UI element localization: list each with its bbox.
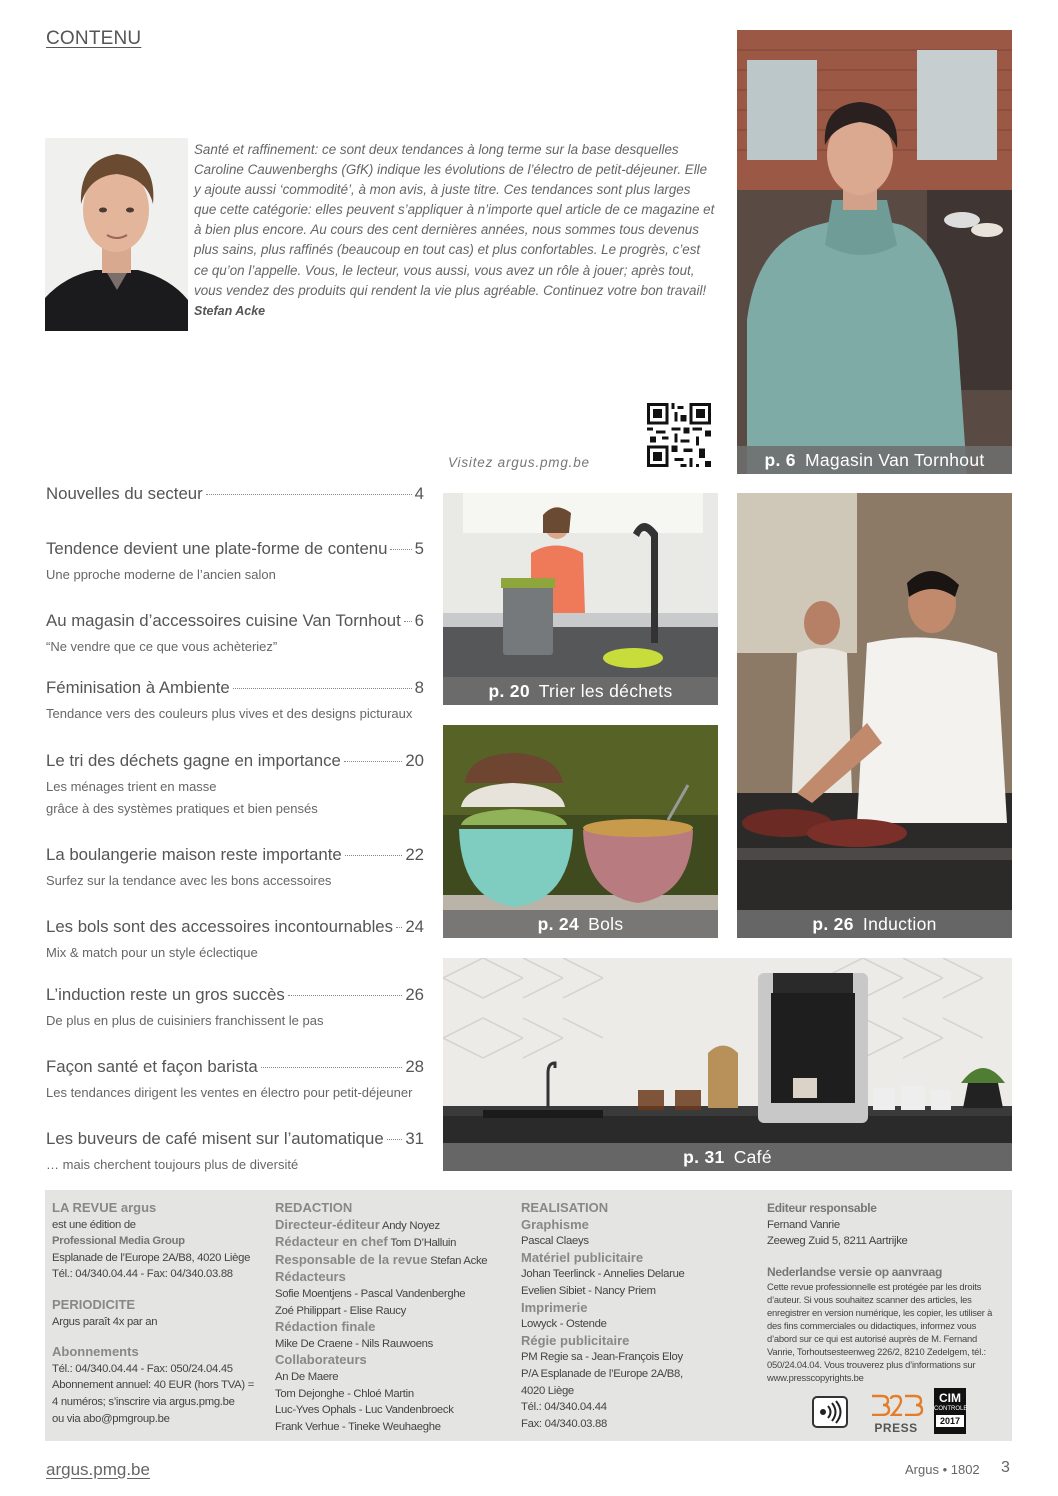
toc-leader <box>404 621 412 622</box>
colophon-line: Pascal Claeys <box>521 1235 589 1248</box>
colophon-line: Tél.: 04/340.04.44 <box>521 1401 607 1414</box>
toc-subtitle: “Ne vendre que ce que vous achèteriez” <box>46 639 278 654</box>
caption-page: p. 26 <box>812 914 854 934</box>
colophon-line: 4 numéros; s’inscrire via argus.pmg.be <box>52 1395 235 1408</box>
colophon-realisation <box>521 1200 751 1432</box>
colophon-line: Luc-Yves Ophals - Luc Vandenbroeck <box>275 1404 454 1417</box>
colophon-person: Andy Noyez <box>381 1219 440 1232</box>
toc-title: Façon santé et façon barista <box>46 1057 258 1076</box>
caption-p26 <box>737 910 1012 938</box>
photo-cafe <box>443 958 1012 1171</box>
toc-subtitle: … mais cherchent toujours plus de diversité <box>46 1157 299 1172</box>
toc-page: 8 <box>414 678 424 697</box>
toc-subtitle: De plus en plus de cuisiniers franchissent le pas <box>46 1013 324 1028</box>
toc-leader <box>288 995 403 996</box>
caption-label: Café <box>733 1147 772 1167</box>
toc-page: 28 <box>405 1057 424 1076</box>
colophon-line: Mike De Craene - Nils Rauwoens <box>275 1337 434 1350</box>
colophon-heading: PERIODICITE <box>52 1296 136 1312</box>
photo-trier-les-dechets <box>443 493 718 705</box>
copyright-notice: Cette revue professionnelle est protégée par les droits d’auteur. Si vous souhaitez scanner des articles, les enregistrer en version numérique, les copier, les utiliser à des fins commerciales ou didactiques, informez vous d’abord sur ce qui est autorisé auprès de M. Fernand Vanrie, Torhoutsesteenweg 226/2, 8210 Zedelgem, tél.: 050/24.04.04. Vous trouverez plus d’informations sur www.presscopyrights.be <box>767 1281 993 1384</box>
colophon-line: P/A Esplanade de l’Europe 2A/B8, <box>521 1367 683 1380</box>
colophon-heading: Matériel publicitaire <box>521 1249 644 1265</box>
toc-title: Les bols sont des accessoires incontournables <box>46 917 394 936</box>
visit-website-text: Visitez argus.pmg.be <box>448 455 590 470</box>
cim-logo <box>934 1388 966 1434</box>
toc-title: Nouvelles du secteur <box>46 484 203 503</box>
caption-p6 <box>737 446 1012 474</box>
colophon-line: Tom Dejonghe - Chloé Martin <box>275 1387 414 1400</box>
colophon-line: est une édition de <box>52 1218 136 1231</box>
colophon-heading: Collaborateurs <box>275 1352 367 1368</box>
toc-page: 4 <box>414 484 424 503</box>
toc-leader <box>387 1139 403 1140</box>
toc-item[interactable] <box>46 539 424 586</box>
caption-page: p. 20 <box>488 681 530 701</box>
toc-page: 6 <box>414 611 424 630</box>
toc-subtitle: Tendance vers des couleurs plus vives et des designs picturaux <box>46 706 413 721</box>
b2b-press-label: PRESS <box>874 1421 918 1435</box>
colophon-line: Tél.: 04/340.04.44 - Fax: 050/24.04.45 <box>52 1362 233 1375</box>
colophon-heading: Rédacteurs <box>275 1269 346 1285</box>
colophon-line: Abonnement annuel: 40 EUR (hors TVA) = <box>52 1379 254 1392</box>
colophon-line: Zoé Philippart - Elise Raucy <box>275 1304 406 1317</box>
toc-subtitle: Surfez sur la tendance avec les bons accessoires <box>46 873 332 888</box>
toc-subtitle-2: grâce à des systèmes pratiques et bien pensés <box>46 801 318 816</box>
colophon-heading: LA REVUE argus <box>52 1200 157 1215</box>
toc-title: Tendence devient une plate-forme de contenu <box>46 539 388 558</box>
colophon-line: Esplanade de l’Europe 2A/B8, 4020 Liège <box>52 1251 251 1264</box>
colophon-role: Rédacteur en chef <box>275 1234 388 1250</box>
toc-subtitle: Les ménages trient en masse <box>46 779 217 794</box>
toc-subtitle: Mix & match pour un style éclectique <box>46 945 258 960</box>
colophon-heading: Nederlandse versie op aanvraag <box>767 1264 943 1279</box>
toc-title: Le tri des déchets gagne en importance <box>46 751 341 770</box>
toc-title: L’induction reste un gros succès <box>46 985 285 1004</box>
colophon-redaction <box>275 1200 505 1435</box>
scan-icon <box>812 1396 848 1428</box>
caption-p24 <box>443 910 718 938</box>
toc-page: 20 <box>405 751 424 770</box>
editorial-text: Santé et raffinement: ce sont deux tendances à long terme sur la base desquelles Caroline Cauwenberghs (GfK) indique les évolutions de l’électro de petit-déjeuner. Elle y ajoute aussi ‘commodité’, à mon avis, à juste titre. Ces tendances sont plus larges que cette catégorie: elles peuvent s’appliquer à n’importe quel article de ce magazine et à bien plus encore. Au cours des cent dernières années, nous sommes tous devenus plus sains, plus raffinés (beaucoup en tout cas) et plus confortables. Le progrès, c’est ce qu’on l’appelle. Vous, le lecteur, vous aussi, vous avez un rôle à jouer; après tout, vous vendez des produits qui rendent la vie plus agréable. Continuez votre bon travail! <box>194 142 715 298</box>
toc-item[interactable] <box>46 845 424 892</box>
toc-title: Les buveurs de café misent sur l’automatique <box>46 1129 384 1148</box>
colophon-heading: Imprimerie <box>521 1299 588 1315</box>
toc-item[interactable] <box>46 611 424 658</box>
toc-title: Au magasin d’accessoires cuisine Van Tornhout <box>46 611 401 630</box>
cim-logo-mark: CIM <box>939 1391 961 1405</box>
toc-page: 24 <box>405 917 424 936</box>
editorial-block <box>194 140 716 321</box>
colophon-line: Sofie Moentjens - Pascal Vandenberghe <box>275 1287 466 1300</box>
caption-page: p. 24 <box>537 914 579 934</box>
colophon-line: PM Regie sa - Jean-François Eloy <box>521 1351 683 1364</box>
colophon <box>45 1190 1012 1441</box>
page-number: 3 <box>1001 1459 1010 1476</box>
colophon-heading: Régie publicitaire <box>521 1332 630 1348</box>
toc-item[interactable] <box>46 917 424 964</box>
caption-p31 <box>443 1143 1012 1171</box>
colophon-line: 4020 Liège <box>521 1384 574 1397</box>
toc-item[interactable] <box>46 985 424 1032</box>
colophon-line: Lowyck - Ostende <box>521 1318 607 1331</box>
colophon-heading: REDACTION <box>275 1200 353 1215</box>
photo-magasin-van-tornhout <box>737 30 1012 474</box>
colophon-line: ou via abo@pmgroup.be <box>52 1412 170 1425</box>
colophon-line: Fax: 04/340.03.88 <box>521 1417 607 1430</box>
colophon-heading: Graphisme <box>521 1216 589 1232</box>
colophon-line: Evelien Sibiet - Nancy Priem <box>521 1284 656 1297</box>
photo-induction <box>737 493 1012 938</box>
toc-leader <box>345 855 403 856</box>
toc-title: Féminisation à Ambiente <box>46 678 230 697</box>
caption-label: Magasin Van Tornhout <box>805 450 985 470</box>
toc-page: 5 <box>414 539 424 558</box>
toc-page: 22 <box>405 845 424 864</box>
photo-bols <box>443 725 718 938</box>
caption-page: p. 6 <box>764 450 796 470</box>
toc-leader <box>344 761 403 762</box>
b2b-press-logo <box>868 1394 924 1435</box>
colophon-person: Stefan Acke <box>430 1254 488 1267</box>
editor-portrait <box>45 138 188 331</box>
website-link[interactable]: argus.pmg.be <box>46 1460 150 1479</box>
colophon-line: Zeeweg Zuid 5, 8211 Aartrijke <box>767 1235 908 1248</box>
toc-leader <box>206 494 412 495</box>
colophon-heading: REALISATION <box>521 1200 609 1215</box>
toc-item[interactable] <box>46 1057 424 1104</box>
qr-code[interactable] <box>647 403 711 467</box>
cim-logo-year: 2017 <box>936 1415 964 1427</box>
toc-leader <box>233 688 412 689</box>
toc-item[interactable] <box>46 751 424 820</box>
colophon-role: Responsable de la revue <box>275 1251 428 1267</box>
caption-label: Bols <box>588 914 624 934</box>
page-heading: CONTENU <box>46 28 142 49</box>
colophon-line: An De Maere <box>275 1370 339 1383</box>
caption-label: Induction <box>862 914 937 934</box>
editorial-signature: Stefan Acke <box>194 303 266 318</box>
logo-strip <box>812 1386 1002 1436</box>
colophon-line: Johan Teerlinck - Annelies Delarue <box>521 1268 685 1281</box>
toc-item[interactable] <box>46 484 424 504</box>
toc-leader <box>396 927 402 928</box>
cim-logo-sub: CONTROLE <box>934 1406 968 1412</box>
colophon-line: Argus paraît 4x par an <box>52 1315 158 1328</box>
colophon-heading: Abonnements <box>52 1344 139 1360</box>
toc-page: 31 <box>405 1129 424 1148</box>
toc-leader <box>261 1067 403 1068</box>
issue-number: Argus • 1802 <box>905 1462 980 1477</box>
toc-subtitle: Les tendances dirigent les ventes en électro pour petit-déjeuner <box>46 1085 413 1100</box>
colophon-publisher <box>52 1200 272 1427</box>
colophon-editor <box>767 1200 1007 1384</box>
toc-item[interactable] <box>46 1129 424 1176</box>
colophon-heading: Editeur responsable <box>767 1201 877 1215</box>
toc-item[interactable] <box>46 678 424 725</box>
toc-subtitle: Une pproche moderne de l’ancien salon <box>46 567 276 582</box>
colophon-line: Frank Verhue - Tineke Weuhaeghe <box>275 1420 441 1433</box>
toc-title: La boulangerie maison reste importante <box>46 845 342 864</box>
colophon-role: Directeur-éditeur <box>275 1216 380 1232</box>
toc-page: 26 <box>405 985 424 1004</box>
colophon-line: Tél.: 04/340.04.44 - Fax: 04/340.03.88 <box>52 1268 233 1281</box>
colophon-heading: Rédaction finale <box>275 1319 376 1335</box>
toc-leader <box>390 549 411 550</box>
colophon-person: Tom D’Halluin <box>390 1237 457 1250</box>
caption-page: p. 31 <box>683 1147 725 1167</box>
colophon-line: Fernand Vanrie <box>767 1218 840 1231</box>
caption-label: Trier les déchets <box>538 681 673 701</box>
caption-p20 <box>443 677 718 705</box>
colophon-line: Professional Media Group <box>52 1235 185 1248</box>
